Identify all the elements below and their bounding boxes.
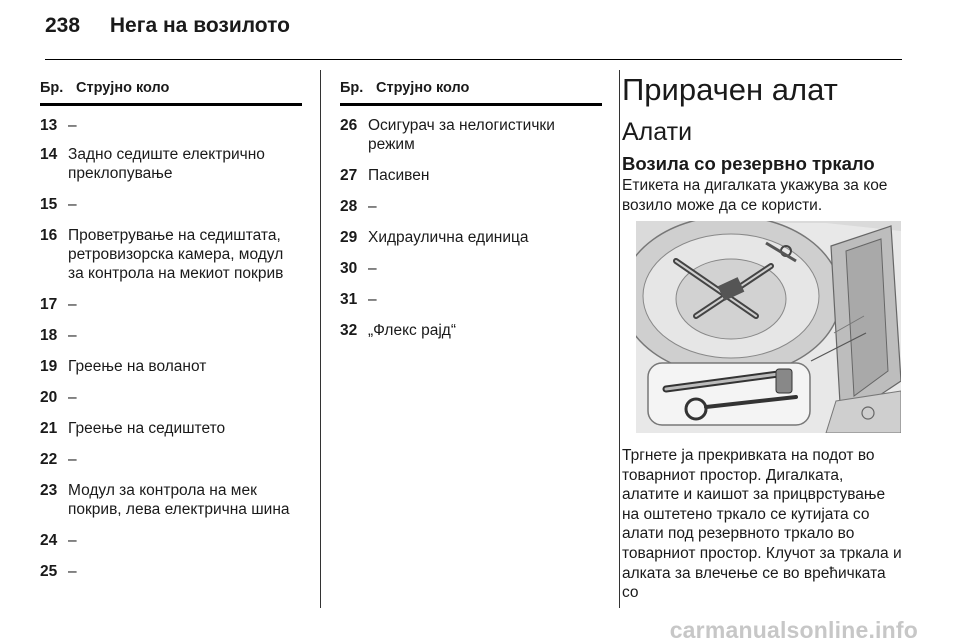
table-row	[40, 357, 302, 376]
table-row	[40, 481, 302, 519]
fuse-number: 21	[40, 420, 58, 437]
table-row	[40, 388, 302, 407]
fuse-number: 18	[40, 327, 58, 344]
fuse-number: 14	[40, 146, 58, 163]
fuse-number: 22	[40, 451, 58, 468]
fuse-circuit: –	[68, 327, 77, 344]
fuse-number: 13	[40, 117, 58, 134]
fuse-number: 25	[40, 563, 58, 580]
col-number-header: Бр.	[40, 80, 64, 96]
fuse-table-middle	[340, 80, 602, 340]
fuse-circuit: –	[68, 196, 77, 213]
fuse-circuit: Пасивен	[368, 167, 430, 184]
fuse-circuit: –	[68, 451, 77, 468]
fuse-number: 17	[40, 296, 58, 313]
fuse-circuit: Греење на воланот	[68, 358, 207, 375]
page-number: 238	[45, 14, 81, 37]
fuse-circuit: –	[368, 260, 377, 277]
fuse-number: 30	[340, 260, 358, 277]
fuse-number: 16	[40, 227, 58, 244]
fuse-circuit: –	[368, 198, 377, 215]
header-rule	[45, 59, 902, 60]
table-row	[340, 259, 602, 278]
page-title: Нега на возилото	[109, 14, 290, 37]
table-row	[40, 195, 302, 214]
fuse-circuit: –	[368, 291, 377, 308]
fuse-table-left	[40, 80, 302, 581]
col-circuit-header: Струјно коло	[376, 80, 470, 96]
fuse-circuit: Проветрување на седиштата, ретровизорска камера, модул за контрола на мекиот покрив	[68, 227, 284, 282]
spare-wheel-icon	[636, 221, 901, 433]
table-row	[40, 450, 302, 469]
table-row	[40, 562, 302, 581]
table-row	[40, 116, 302, 135]
fuse-number: 31	[340, 291, 358, 308]
table-row	[40, 419, 302, 438]
fuse-circuit: „Флекс рајд“	[368, 322, 456, 339]
watermark: carmanualsonline.info	[669, 617, 918, 643]
table-header	[340, 80, 602, 106]
subsection-title: Алати	[622, 118, 693, 146]
body-paragraph: Тргнете ја прекривката на подот во товарниот простор. Дигалката, алатите и каишот за прицврстување на оштетено тркало се кутијата со алати под резервното тркало во товарниот простор. Клучот за тркала и алката за влечење се во врећичката со	[622, 447, 902, 602]
spare-wheel-tools-illustration	[636, 221, 901, 433]
fuse-number: 26	[340, 117, 358, 134]
table-row	[340, 228, 602, 247]
paragraph-heading: Возила со резервно тркало	[622, 153, 875, 174]
table-row	[340, 321, 602, 340]
table-row	[340, 290, 602, 309]
fuse-number: 27	[340, 167, 358, 184]
fuse-circuit: Греење на седиштето	[68, 420, 226, 437]
fuse-number: 32	[340, 322, 358, 339]
column-divider-left	[320, 70, 321, 608]
table-row	[340, 197, 602, 216]
table-row	[40, 226, 302, 283]
fuse-circuit: Хидраулична единица	[368, 229, 529, 246]
fuse-circuit: Задно седиште електрично преклопување	[68, 146, 265, 182]
table-row	[340, 116, 602, 154]
intro-paragraph: Етикета на дигалката укажува за кое возило може да се користи.	[622, 177, 888, 214]
fuse-circuit: –	[68, 532, 77, 549]
column-divider-right	[619, 70, 620, 608]
table-row	[40, 145, 302, 183]
table-header	[40, 80, 302, 106]
fuse-number: 23	[40, 482, 58, 499]
col-number-header: Бр.	[340, 80, 364, 96]
fuse-number: 19	[40, 358, 58, 375]
fuse-circuit: Модул за контрола на мек покрив, лева електрична шина	[68, 482, 290, 518]
page-header	[45, 14, 290, 38]
fuse-number: 24	[40, 532, 58, 549]
col-circuit-header: Струјно коло	[76, 80, 170, 96]
table-row	[340, 166, 602, 185]
fuse-number: 29	[340, 229, 358, 246]
section-title: Прирачен алат	[622, 72, 838, 107]
fuse-number: 20	[40, 389, 58, 406]
fuse-circuit: –	[68, 117, 77, 134]
fuse-circuit: Осигурач за нелогистички режим	[368, 117, 555, 153]
table-row	[40, 531, 302, 550]
table-row	[40, 326, 302, 345]
fuse-circuit: –	[68, 389, 77, 406]
fuse-number: 28	[340, 198, 358, 215]
fuse-circuit: –	[68, 563, 77, 580]
fuse-circuit: –	[68, 296, 77, 313]
fuse-number: 15	[40, 196, 58, 213]
table-row	[40, 295, 302, 314]
